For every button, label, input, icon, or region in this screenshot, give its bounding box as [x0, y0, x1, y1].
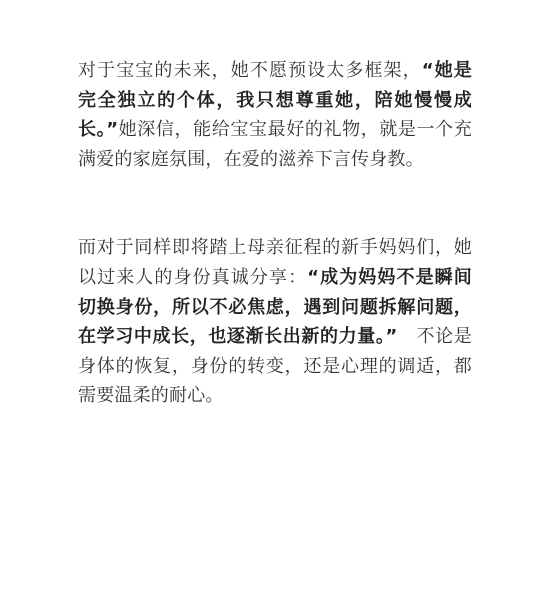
- paragraph-2-tail: 不论是身体的恢复，身份的转变，还是心理的调适，都需要温柔的耐心。: [78, 326, 472, 407]
- article-body: [78, 56, 472, 411]
- paragraph-1-quote: “她是完全独立的个体，我只想尊重她，陪她慢慢成长。”: [78, 60, 472, 141]
- paragraph-2-lead: 而对于同样即将踏上母亲征程的新手妈妈们，她以过来人的身份真诚分享：: [78, 237, 472, 288]
- paragraph-2-quote: “成为妈妈不是瞬间切换身份，所以不必焦虑，遇到问题拆解问题，在学习中成长，也逐渐长出新的力量。”: [78, 266, 472, 348]
- paragraph-1: [78, 56, 472, 174]
- paragraph-1-lead: 对于宝宝的未来，她不愿预设太多框架，: [78, 60, 422, 81]
- paragraph-2: [78, 233, 472, 411]
- paragraph-1-tail: 她深信，能给宝宝最好的礼物，就是一个充满爱的家庭氛围，在爱的滋养下言传身教。: [78, 119, 472, 170]
